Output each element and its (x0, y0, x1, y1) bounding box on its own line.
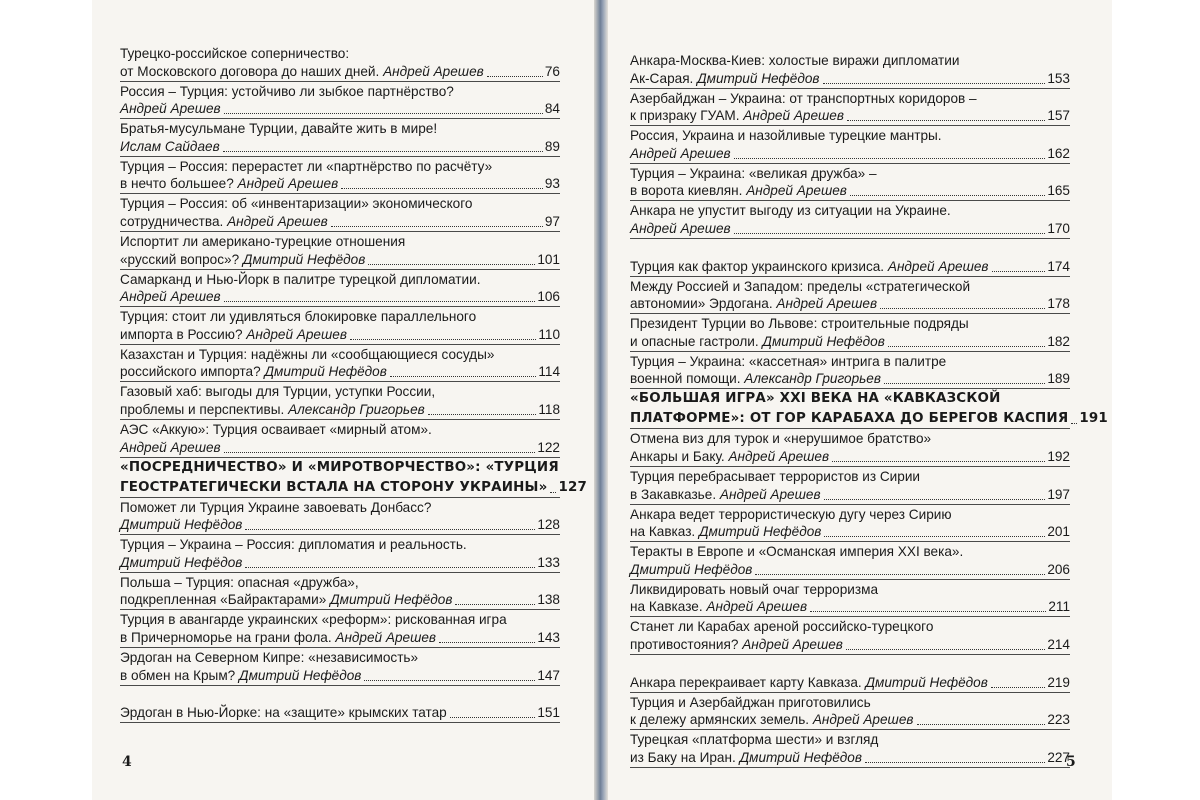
entry-title-continuation (120, 704, 447, 722)
entry-last-line (630, 636, 1070, 654)
toc-entry (630, 730, 1070, 768)
entry-page-number: 127 (558, 479, 588, 495)
entry-author: Андрей Арешев (742, 636, 843, 652)
dot-leader (824, 536, 1045, 537)
toc-entry (630, 164, 1070, 202)
dot-leader (832, 461, 1045, 462)
entry-title-line: Поможет ли Турция Украине завоевать Донбасс? (120, 499, 432, 515)
entry-title-continuation (120, 175, 338, 193)
entry-author: Дмитрий Нефёдов (739, 749, 862, 765)
entry-last-line (120, 439, 560, 457)
entry-title-text: военной помощи. (630, 371, 745, 387)
entry-title-text: в обмен на Крым? (120, 667, 240, 683)
entry-page-number: 151 (537, 705, 560, 721)
entry-author: Александр Григорьев (744, 371, 881, 387)
entry-title-continuation (630, 70, 820, 88)
toc-section-heading (630, 389, 1108, 429)
entry-page-number: 157 (1047, 108, 1070, 124)
entry-title-line: Турецкая «платформа шести» и взгляд (630, 732, 879, 748)
entry-title-continuation (120, 138, 220, 156)
dot-leader (223, 151, 543, 152)
toc-entry (120, 535, 560, 573)
toc-entry (630, 693, 1070, 731)
entry-title-line: Испортит ли американо-турецкие отношения (120, 233, 406, 249)
dot-leader (487, 76, 543, 77)
dot-leader (917, 724, 1046, 725)
toc-entry (630, 542, 1070, 580)
entry-page-number: 114 (538, 364, 560, 380)
dot-leader (364, 680, 535, 681)
entry-last-line (120, 363, 560, 381)
dot-leader (450, 717, 536, 718)
entry-last-line (120, 667, 560, 685)
entry-title-text: Анкара перекраивает карту Кавказа. (630, 674, 866, 690)
entry-last-line (630, 220, 1070, 238)
toc-entry (630, 352, 1070, 390)
entry-title-text: в Закавказье. (630, 486, 720, 502)
entry-page-number: 162 (1047, 145, 1070, 161)
dot-leader (823, 83, 1046, 84)
entry-author: Андрей Арешев (746, 183, 847, 199)
entry-page-number: 138 (537, 592, 560, 608)
dot-leader (224, 301, 536, 302)
entry-title-text: на Кавказ. (630, 524, 699, 540)
entry-title-line: Между Россией и Западом: пределы «стратегической (630, 278, 971, 294)
entry-title-continuation (630, 145, 731, 163)
entry-title-line: Станет ли Карабах ареной российско-турецкого (630, 619, 934, 635)
entry-title-line: Турция – Россия: перерастет ли «партнёрство по расчёту» (120, 158, 493, 174)
dot-leader (341, 188, 543, 189)
entry-title-continuation (630, 370, 881, 388)
entry-title-text: от Московского договора до наших дней. (120, 63, 384, 79)
entry-author: Андрей Арешев (812, 712, 914, 728)
entry-title-line: «ПОСРЕДНИЧЕСТВО» И «МИРОТВОРЧЕСТВО»: «ТУРЦИЯ (120, 459, 559, 475)
entry-page-number: 128 (537, 517, 560, 533)
toc-entry (120, 44, 560, 82)
entry-title-line: Турция – Украина: «кассетная» интрига в палитре (630, 353, 947, 369)
dot-leader (880, 308, 1045, 309)
entry-page-number: 174 (1047, 258, 1070, 274)
toc-entry (120, 345, 560, 383)
entry-last-line (120, 554, 560, 572)
entry-author: Андрей Арешев (227, 213, 328, 229)
entry-page-number: 97 (544, 213, 560, 229)
entry-title-continuation (630, 448, 829, 466)
entry-title-continuation (630, 107, 844, 125)
entry-last-line (630, 370, 1070, 388)
entry-title-line: Отмена виз для турок и «нерушимое братство» (630, 431, 932, 447)
entry-author: Александр Григорьев (288, 401, 425, 417)
dot-leader (1071, 423, 1077, 424)
entry-title-text: и опасные гастроли. (630, 333, 763, 349)
entry-title-line: Россия – Турция: устойчиво ли зыбкое партнёрство? (120, 83, 454, 99)
entry-title-line: Турция: стоит ли удивляться блокировке параллельного (120, 309, 477, 325)
entry-page-number: 93 (544, 176, 560, 192)
entry-title-continuation (120, 363, 387, 381)
entry-page-number: 153 (1047, 70, 1070, 86)
entry-author: Андрей Арешев (887, 258, 989, 274)
entry-title-line: АЭС «Аккую»: Турция осваивает «мирный атом». (120, 421, 432, 437)
entry-author: Дмитрий Нефёдов (762, 333, 885, 349)
toc-entry (120, 382, 560, 420)
entry-author: Дмитрий Нефёдов (120, 517, 243, 533)
toc-entry (120, 420, 560, 458)
entry-page-number: 76 (544, 63, 560, 79)
entry-title-text: Эрдоган в Нью-Йорке: на «защите» крымских татар (120, 705, 447, 721)
dot-leader (734, 158, 1046, 159)
entry-page-number: 191 (1079, 411, 1108, 427)
entry-title-text: Ак-Сарая. (630, 70, 698, 86)
entry-last-line (630, 182, 1070, 200)
entry-title-text: в нечто большее? (120, 176, 238, 192)
entry-page-number: 189 (1047, 371, 1070, 387)
entry-page-number: 106 (537, 289, 560, 305)
page-number: 5 (1066, 754, 1076, 770)
dot-leader (850, 195, 1045, 196)
entry-last-line (630, 295, 1070, 313)
entry-title-continuation (630, 486, 821, 504)
toc-entry (120, 648, 560, 686)
toc-entry (120, 82, 560, 120)
entry-last-line (630, 561, 1070, 579)
toc-entry (630, 580, 1070, 618)
entry-last-line (630, 70, 1070, 88)
entry-page-number: 165 (1047, 183, 1070, 199)
entry-title-text: сотрудничества. (120, 213, 228, 229)
toc-entry (120, 573, 560, 611)
dot-leader (455, 604, 535, 605)
entry-title-text: ПЛАТФОРМЕ»: ОТ ГОР КАРАБАХА ДО БЕРЕГОВ КАСПИЯ (630, 411, 1069, 427)
entry-page-number: 89 (544, 138, 560, 154)
entry-last-line (630, 410, 1108, 428)
entry-title-line: Турция – Украина: «великая дружба» – (630, 165, 877, 181)
entry-last-line (630, 107, 1070, 125)
entry-page-number: 122 (537, 439, 560, 455)
entry-author: Андрей Арешев (383, 63, 484, 79)
toc-entry (120, 157, 560, 195)
entry-title-continuation (120, 591, 452, 609)
toc-entry (630, 277, 1070, 315)
entry-title-line: Президент Турции во Львове: строительные подряды (630, 316, 969, 332)
book-gutter (594, 0, 608, 800)
entry-title-line: Турция в авангарде украинских «реформ»: рискованная игра (120, 612, 507, 628)
toc-entry (630, 655, 1070, 693)
entry-title-line: «БОЛЬШАЯ ИГРА» XXI ВЕКА НА «КАВКАЗСКОЙ (630, 391, 1001, 407)
entry-title-line: Турецко-российское соперничество: (120, 46, 350, 61)
entry-last-line (120, 516, 560, 534)
entry-title-text: проблемы и перспективы. (120, 401, 289, 417)
table-of-contents-left (120, 44, 588, 723)
toc-entry (120, 498, 560, 536)
entry-title-continuation (630, 333, 885, 351)
entry-author: Андрей Арешев (120, 289, 221, 305)
dot-leader (992, 271, 1046, 272)
entry-title-line: Турция – Украина – Россия: дипломатия и реальность. (120, 537, 467, 553)
dot-leader (550, 492, 556, 493)
entry-title-text: противостояния? (630, 636, 743, 652)
dot-leader (331, 226, 543, 227)
entry-title-text: в Причерноморье на грани фола. (120, 629, 336, 645)
entry-last-line (120, 175, 560, 193)
left-page (92, 0, 600, 800)
entry-author: Андрей Арешев (120, 101, 221, 117)
entry-author: Дмитрий Нефёдов (865, 674, 988, 690)
entry-title-text: ГЕОСТРАТЕГИЧЕСКИ ВСТАЛА НА СТОРОНУ УКРАИНЫ» (120, 479, 548, 495)
entry-page-number: 101 (537, 251, 560, 267)
entry-page-number: 110 (538, 326, 560, 342)
entry-title-text: к призраку ГУАМ. (630, 108, 744, 124)
entry-title-continuation (630, 749, 862, 767)
entry-title-line: Газовый хаб: выгоды для Турции, уступки России, (120, 384, 436, 400)
entry-title-continuation (120, 516, 242, 534)
entry-author: Андрей Арешев (335, 629, 437, 645)
entry-last-line (120, 401, 560, 419)
right-page (600, 0, 1112, 800)
entry-title-continuation (120, 63, 484, 81)
dot-leader (810, 611, 1046, 612)
entry-author: Дмитрий Нефёдов (264, 364, 387, 380)
entry-page-number: 192 (1047, 448, 1070, 464)
toc-entry (630, 51, 1070, 89)
entry-last-line (630, 486, 1070, 504)
entry-title-continuation (120, 251, 365, 269)
entry-author: Ислам Сайдаев (120, 138, 220, 154)
entry-title-text: импорта в Россию? (120, 326, 247, 342)
entry-last-line (630, 749, 1070, 767)
entry-author: Андрей Арешев (776, 296, 878, 312)
entry-title-text: «русский вопрос»? (120, 251, 243, 267)
entry-title-line: Братья-мусульмане Турции, давайте жить в мире! (120, 121, 438, 137)
entry-author: Андрей Арешев (246, 326, 347, 342)
entry-author: Дмитрий Нефёдов (242, 251, 366, 267)
dot-leader (439, 642, 535, 643)
entry-title-text: из Баку на Иран. (630, 749, 740, 765)
entry-page-number: 118 (538, 401, 560, 417)
entry-last-line (120, 63, 560, 81)
entry-author: Дмитрий Нефёдов (698, 524, 822, 540)
entry-title-line: Анкара-Москва-Киев: холостые виражи дипломатии (630, 53, 960, 68)
dot-leader (245, 567, 535, 568)
entry-last-line (630, 258, 1070, 276)
entry-title-text: российского импорта? (120, 364, 265, 380)
entry-page-number: 170 (1047, 220, 1070, 236)
toc-entry (120, 232, 560, 270)
entry-author: Дмитрий Нефёдов (330, 592, 453, 608)
entry-title-continuation (120, 213, 328, 231)
entry-page-number: 147 (537, 667, 560, 683)
entry-title-continuation (120, 288, 221, 306)
entry-page-number: 84 (544, 101, 560, 117)
dot-leader (865, 762, 1045, 763)
entry-page-number: 223 (1047, 712, 1070, 728)
entry-title-text: к дележу армянских земель. (630, 712, 813, 728)
toc-entry (120, 270, 560, 308)
entry-title-line: Турция и Азербайджан приготовились (630, 694, 871, 710)
dot-leader (368, 264, 535, 265)
entry-title-continuation (120, 326, 347, 344)
entry-author: Дмитрий Нефёдов (630, 561, 753, 577)
table-of-contents-right (630, 51, 1108, 768)
entry-last-line (120, 213, 560, 231)
toc-section-heading (120, 458, 588, 498)
entry-last-line (120, 251, 560, 269)
entry-author: Андрей Арешев (120, 439, 221, 455)
toc-entry (120, 610, 560, 648)
entry-last-line (120, 704, 560, 722)
entry-page-number: 197 (1047, 486, 1070, 502)
entry-last-line (630, 145, 1070, 163)
entry-page-number: 219 (1047, 674, 1070, 690)
entry-page-number: 201 (1047, 524, 1070, 540)
entry-title-continuation (630, 561, 752, 579)
entry-page-number: 227 (1047, 749, 1070, 765)
entry-author: Андрей Арешев (728, 448, 830, 464)
toc-entry (120, 307, 560, 345)
entry-title-text: в ворота киевлян. (630, 183, 747, 199)
entry-title-text: автономии» Эрдогана. (630, 296, 777, 312)
entry-page-number: 143 (537, 629, 560, 645)
entry-last-line (120, 138, 560, 156)
entry-author: Андрей Арешев (630, 145, 731, 161)
toc-entry (630, 314, 1070, 352)
entry-page-number: 214 (1047, 636, 1070, 652)
entry-title-text: подкрепленная «Байрактарами» (120, 592, 331, 608)
entry-title-line: Польша – Турция: опасная «дружба», (120, 574, 359, 590)
toc-entry (630, 89, 1070, 127)
dot-leader (847, 120, 1045, 121)
toc-entry (120, 119, 560, 157)
entry-title-continuation (630, 636, 843, 654)
dot-leader (824, 499, 1046, 500)
entry-title-continuation (120, 629, 436, 647)
dot-leader (350, 339, 536, 340)
entry-author: Андрей Арешев (237, 176, 339, 192)
page-number: 4 (122, 754, 132, 770)
entry-last-line (120, 288, 560, 306)
dot-leader (846, 649, 1045, 650)
dot-leader (755, 574, 1045, 575)
entry-title-continuation (120, 554, 242, 572)
entry-title-continuation (630, 258, 989, 276)
dot-leader (991, 687, 1045, 688)
entry-title-text: Анкары и Баку. (630, 448, 729, 464)
entry-title-continuation (120, 479, 547, 497)
entry-title-line: Эрдоган на Северном Кипре: «независимость» (120, 649, 419, 665)
entry-title-continuation (120, 401, 425, 419)
entry-author: Андрей Арешев (630, 220, 731, 236)
entry-title-line: Турция – Россия: об «инвентаризации» экономического (120, 196, 473, 212)
dot-leader (245, 529, 535, 530)
dot-leader (224, 452, 536, 453)
entry-author: Андрей Арешев (719, 486, 821, 502)
entry-title-line: Теракты в Европе и «Османская империя XXI века». (630, 544, 964, 560)
entry-title-continuation (630, 410, 1068, 428)
dot-leader (224, 113, 543, 114)
entry-page-number: 178 (1047, 296, 1070, 312)
entry-title-continuation (120, 100, 221, 118)
entry-last-line (630, 674, 1070, 692)
entry-title-line: Турция перебрасывает террористов из Сирии (630, 468, 921, 484)
toc-entry (630, 126, 1070, 164)
dot-leader (734, 233, 1046, 234)
entry-author: Дмитрий Нефёдов (120, 554, 243, 570)
toc-entry (630, 467, 1070, 505)
entry-page-number: 133 (537, 554, 560, 570)
entry-title-continuation (120, 667, 361, 685)
entry-author: Дмитрий Нефёдов (239, 667, 362, 683)
entry-last-line (630, 448, 1070, 466)
entry-last-line (120, 100, 560, 118)
entry-last-line (120, 479, 588, 497)
toc-entry (120, 194, 560, 232)
dot-leader (428, 414, 537, 415)
entry-last-line (630, 711, 1070, 729)
entry-title-line: Анкара не упустит выгоду из ситуации на Украине. (630, 203, 951, 219)
entry-last-line (120, 591, 560, 609)
entry-title-line: Самарканд и Нью-Йорк в палитре турецкой дипломатии. (120, 271, 481, 287)
entry-title-continuation (630, 295, 877, 313)
entry-page-number: 211 (1048, 599, 1070, 615)
toc-entry (630, 429, 1070, 467)
entry-title-line: Казахстан и Турция: надёжны ли «сообщающиеся сосуды» (120, 346, 495, 362)
entry-last-line (630, 598, 1070, 616)
entry-title-continuation (630, 598, 807, 616)
entry-title-continuation (630, 711, 914, 729)
dot-leader (888, 346, 1046, 347)
entry-last-line (630, 523, 1070, 541)
entry-title-continuation (630, 220, 731, 238)
entry-title-continuation (630, 523, 821, 541)
entry-page-number: 206 (1047, 561, 1070, 577)
entry-title-continuation (630, 182, 847, 200)
entry-author: Андрей Арешев (743, 108, 844, 124)
entry-title-continuation (120, 439, 221, 457)
toc-entry (120, 686, 560, 724)
dot-leader (884, 383, 1045, 384)
entry-title-line: Анкара ведет террористическую дугу через Сирию (630, 506, 952, 522)
entry-last-line (120, 326, 560, 344)
entry-title-line: Ликвидировать новый очаг терроризма (630, 581, 879, 597)
entry-author: Дмитрий Нефёдов (697, 70, 820, 86)
entry-last-line (630, 333, 1070, 351)
entry-title-text: на Кавказе. (630, 599, 707, 615)
toc-entry (630, 505, 1070, 543)
dot-leader (390, 376, 536, 377)
entry-title-continuation (630, 674, 988, 692)
entry-title-line: Россия, Украина и назойливые турецкие мантры. (630, 128, 942, 144)
toc-entry (630, 617, 1070, 655)
toc-entry (630, 239, 1070, 277)
entry-title-line: Азербайджан – Украина: от транспортных коридоров – (630, 90, 977, 106)
entry-title-text: Турция как фактор украинского кризиса. (630, 258, 888, 274)
entry-last-line (120, 629, 560, 647)
toc-entry (630, 201, 1070, 239)
entry-page-number: 182 (1047, 333, 1070, 349)
entry-author: Андрей Арешев (706, 599, 808, 615)
